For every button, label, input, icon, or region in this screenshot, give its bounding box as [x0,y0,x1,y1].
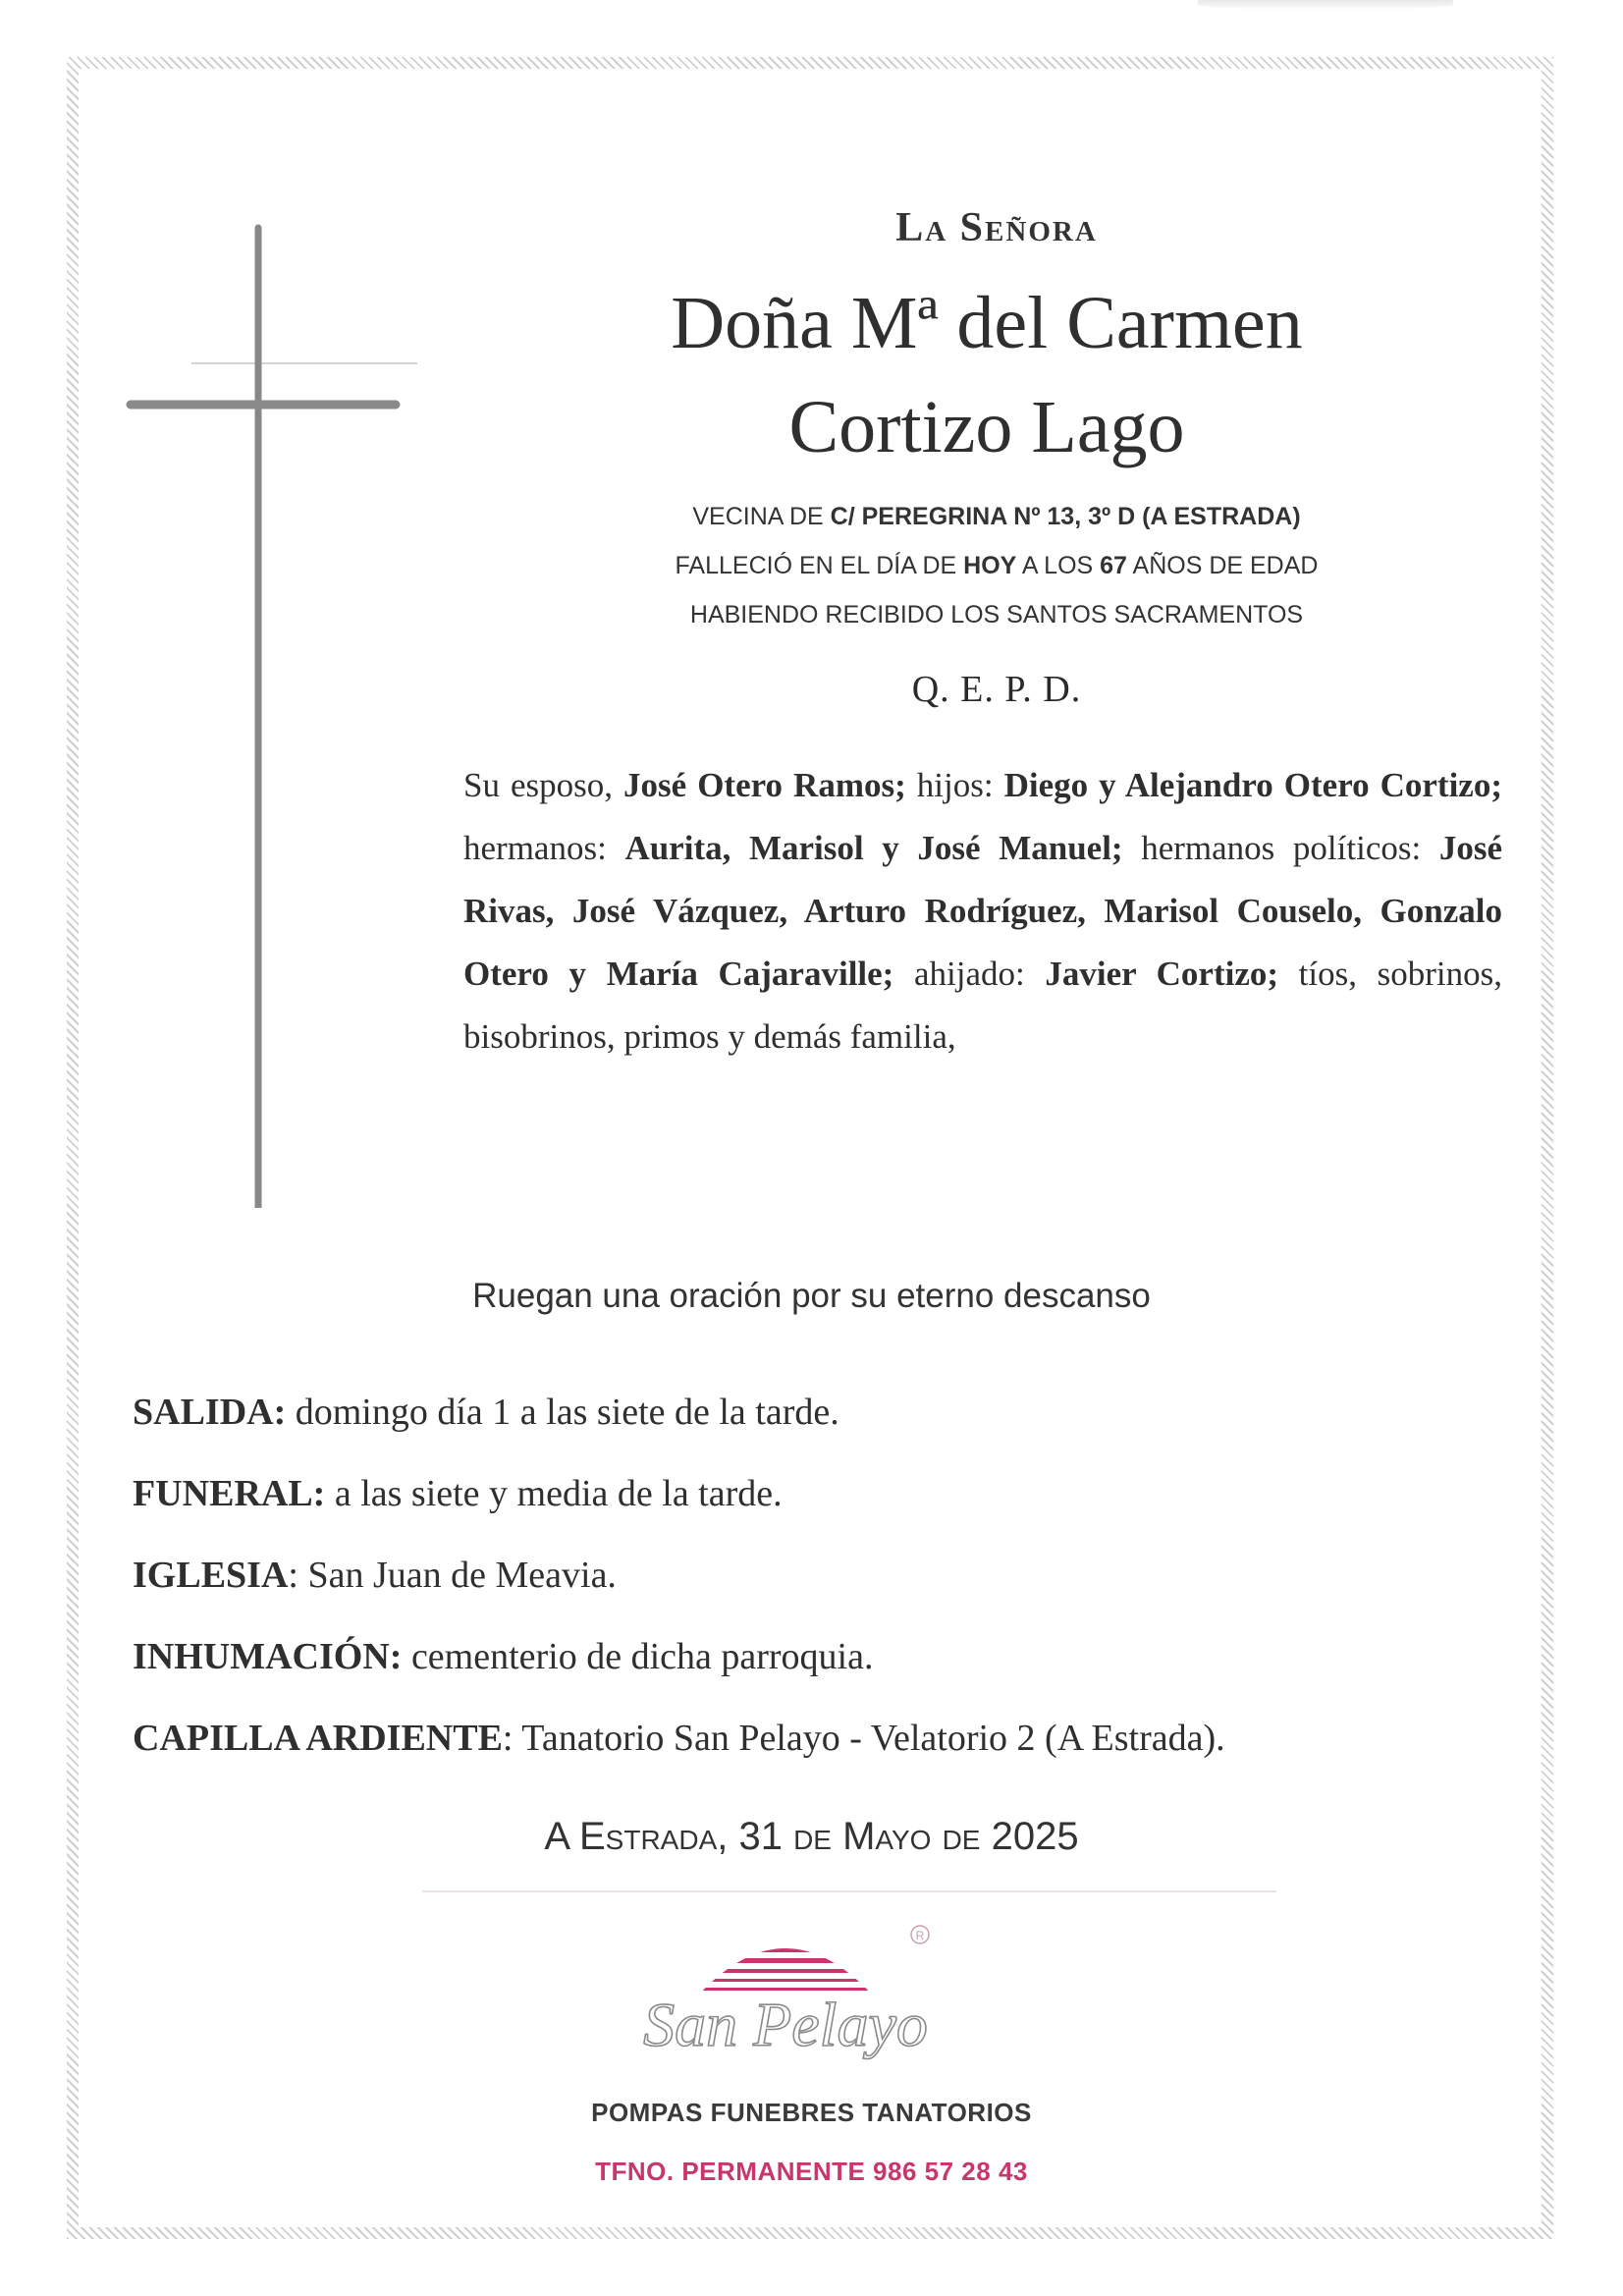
detail-label: FUNERAL: [133,1473,326,1514]
detail-label: IGLESIA [133,1555,289,1596]
detail-label: INHUMACIÓN: [133,1636,403,1677]
funeral-details [133,1383,1225,1790]
residence-line [589,503,1404,531]
logo-text: San Pelayo [643,1990,928,2059]
family-text-3: hermanos: [463,829,625,867]
registered-mark: R [915,1929,925,1942]
detail-text: domingo día 1 a las siete de la tarde. [286,1392,839,1433]
deceased-name-line2: Cortizo Lago [788,386,1185,468]
detail-inhumacion [133,1627,1225,1709]
scan-smudge [1198,0,1453,10]
detail-funeral [133,1464,1225,1546]
family-text-1: Su esposo, [463,766,624,804]
company-phone[interactable]: TFNO. PERMANENTE 986 57 28 43 [595,2157,1028,2186]
detail-iglesia [133,1546,1225,1627]
death-age: 67 [1100,552,1127,579]
family-text-2: hijos: [905,766,1004,804]
prayer-request: Ruegan una oración por su eterno descanso [472,1277,1151,1315]
family-godson: Javier Cortizo; [1045,955,1279,993]
residence-address: C/ PEREGRINA Nº 13, 3º D (A ESTRADA) [830,503,1301,530]
family-text-5: ahijado: [893,955,1046,993]
detail-salida [133,1383,1225,1464]
family-in-laws: José Rivas, José Vázquez, Arturo Rodríguez, Marisol Couselo, Gonzalo Otero y María Cajaraville; [463,829,1502,993]
death-text-c: A LOS [1016,552,1101,579]
death-text-e: AÑOS DE EDAD [1126,552,1319,579]
company-tagline: POMPAS FUNEBRES TANATORIOS [591,2098,1032,2127]
family-paragraph [463,754,1502,1068]
sacraments-line: HABIENDO RECIBIDO LOS SANTOS SACRAMENTOS [689,601,1304,629]
detail-text: : San Juan de Meavia. [288,1555,617,1596]
detail-text: cementerio de dicha parroquia. [402,1636,874,1677]
family-children: Diego y Alejandro Otero Cortizo; [1003,766,1502,804]
detail-capilla [133,1709,1225,1790]
place-date: A Estrada, 31 de Mayo de 2025 [544,1815,1079,1858]
death-day: HOY [963,552,1017,579]
title-prefix: La Señora [895,205,1098,250]
detail-text: a las siete y media de la tarde. [325,1473,783,1514]
residence-prefix: VECINA DE [692,503,831,530]
family-spouse: José Otero Ramos; [623,766,906,804]
qepd: Q. E. P. D. [911,669,1082,710]
family-text-4: hermanos políticos: [1122,829,1439,867]
detail-label: CAPILLA ARDIENTE [133,1718,503,1759]
deceased-name-line1: Doña Mª del Carmen [671,282,1303,364]
death-text-a: FALLECIÓ EN EL DÍA DE [675,552,964,579]
cross-icon [123,206,417,1208]
family-text-6: tíos, sobrinos, bisobrinos, primos y demás familia, [463,955,1502,1056]
divider [422,1890,1276,1892]
family-siblings: Aurita, Marisol y José Manuel; [624,829,1123,867]
death-line [589,552,1404,580]
detail-text: : Tanatorio San Pelayo - Velatorio 2 (A Estrada). [502,1718,1225,1759]
detail-label: SALIDA: [133,1392,287,1433]
san-pelayo-logo [638,1910,972,2092]
